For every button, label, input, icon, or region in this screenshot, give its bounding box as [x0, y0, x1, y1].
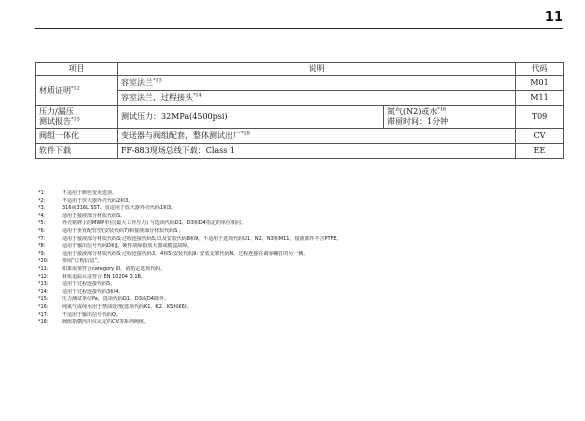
header-item: 项目 — [36, 63, 118, 76]
pressure-test-desc: 测试压力：32MPa(4500psi) — [118, 106, 384, 129]
software-desc: FF-883现场总线下载：Class 1 — [118, 144, 516, 159]
footnote: *4: 适用于接液部分材质代码S。 — [38, 212, 126, 219]
footnote: *3: 316或316L SST。仅适用于放大器外壳代码1和3。 — [38, 205, 177, 212]
footnote: *7: 适用于接液部分材质代码S;过程连接代码5;以及安装代码8和9。不适用于选项代码U1、N2、N3和M11。接液部件不含PTFE。 — [38, 235, 342, 242]
footnote: *18: 阀组指横河川仪认定的CV等系列阀组。 — [38, 319, 149, 326]
code-m01: M01 — [516, 76, 564, 91]
valve-integration-label: 阀组一体化 — [36, 129, 118, 144]
footnote: *10: 参阅“订购信息”。 — [38, 258, 103, 265]
footnote: *13: 适用于过程连接代码5。 — [38, 281, 116, 288]
footnote: *2: 不适用于放大器外壳代码2和3。 — [38, 197, 134, 204]
footnote: *17: 不适用于输出信号代码Q。 — [38, 311, 121, 318]
footnote: *1: 不适用于颜色变更选项。 — [38, 190, 118, 196]
footnote: *11: 如果需要符合category III，请指定选项代码。 — [38, 265, 166, 272]
footnote: *6: 适用于垂直配管型(安装代码7)和接液部分材质代码S 。 — [38, 227, 184, 234]
header-code: 代码 — [516, 63, 564, 76]
material-cert-label: 材质证明$^{*12}$ — [36, 76, 118, 106]
footnote: *16: 纯氮气或纯水用于禁油处理(选项代码K1、K2、K5和K6)。 — [38, 303, 192, 310]
code-ee: EE — [516, 144, 564, 159]
material-cert-desc-2: 容室法兰、过程接头$^{*14}$ — [118, 91, 516, 106]
footnote: *15: 压力测试单位Pa，选项代码D1、D3或D4除外。 — [38, 296, 169, 303]
footnote: *12: 材质追踪认证符合 EN 10204 3.1B。 — [38, 273, 146, 280]
table-row — [36, 129, 564, 144]
table-row — [36, 76, 564, 91]
material-cert-desc-1: 容室法兰$^{*13}$ — [118, 76, 516, 91]
footnote: *14: 适用于过程连接代码3和4。 — [38, 288, 124, 295]
footnote: *8: 适用于输出信号代码D和J。硬件故障指放大器或膜盒故障。 — [38, 243, 193, 250]
header-description: 说明 — [118, 63, 516, 76]
table-header-row — [36, 63, 564, 76]
valve-integration-desc: 变送器与阀组配套，整体测试出厂$^{*18}$ — [118, 129, 516, 144]
footnote: *5: 外壳铭牌上的MWP单位(最大工作压力) 与选项代码D1、D3和D4指定的单位相同。 — [38, 220, 246, 227]
option-code-table — [35, 62, 564, 159]
code-m11: M11 — [516, 91, 564, 106]
table-row — [36, 144, 564, 159]
footnotes — [38, 190, 563, 327]
code-cv: CV — [516, 129, 564, 144]
software-label: 软件下载 — [36, 144, 118, 159]
header-rule — [35, 28, 563, 29]
page-number: 11 — [544, 10, 563, 25]
pressure-test-medium: 氮气(N2)或水$^{*16}$ 滞留时间：1分钟 — [384, 106, 516, 129]
footnote: *9: 适用于接液部分材质代码S;过程连接代码3、4和5;安装代码9: 安装支架代码N。过程连接在调零螺钉的另一侧。 — [38, 250, 309, 257]
code-t09: T09 — [516, 106, 564, 129]
pressure-test-label: 压力/漏压 测试报告$^{*15}$ — [36, 106, 118, 129]
table-row — [36, 106, 564, 129]
